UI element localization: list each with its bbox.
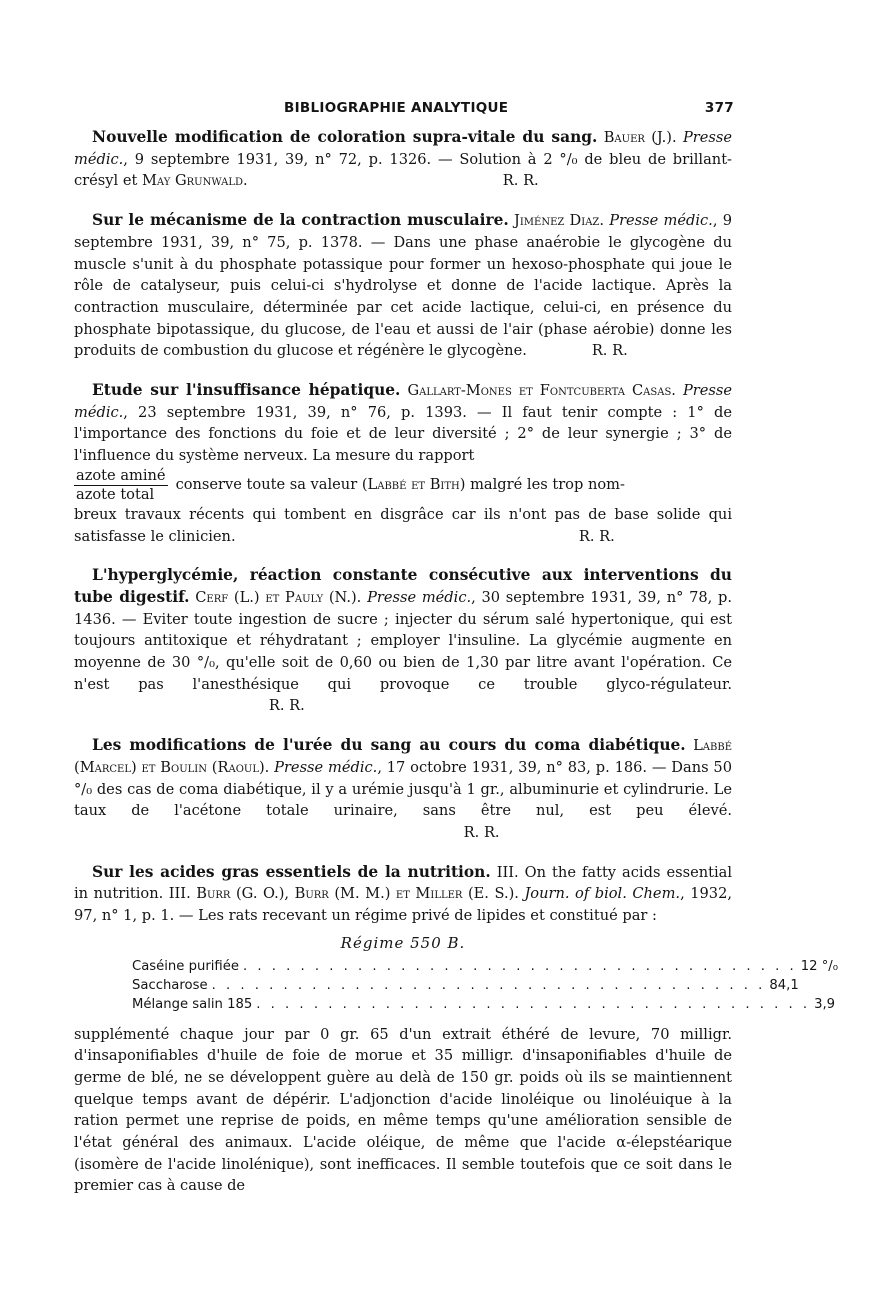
entry-authors: Jiménez Diaz.: [513, 212, 605, 230]
page-content: [74, 127, 839, 1197]
entry-journal: Presse médic.: [274, 758, 378, 776]
entry-title: Sur le mécanisme de la contraction musculaire.: [92, 211, 509, 230]
regime-rows: [132, 957, 839, 1014]
entry-reference-name: May Grunwald: [141, 172, 243, 190]
entry-coloration-supra-vitale: [74, 127, 732, 192]
entry-signature: R. R.: [591, 342, 628, 360]
entry-citation: , 9 septembre 1931, 39, n° 75, p. 1378. — Dans une phase anaérobie le glycogène du muscle s'unit à du phosphate potassique pour former un hexoso-phosphate qui joue le rôle de catalyseur, puis celui-ci s'hydrolyse et donne de l'acide lactique. Après la contraction musculaire, déterminée par cet acide lactique, celui-ci, en présence du phosphate bipotassique, du glucose, de l'eau et aussi de l'air (phase aérobie) donne les produits de combustion du glucose et régénère le glycogène.: [74, 212, 732, 360]
regime-value: 3,9: [814, 996, 836, 1012]
ratio-fraction: [74, 467, 168, 504]
entry-authors: Cerf (L.) et Pauly (N.).: [195, 588, 362, 606]
regime-row: [132, 976, 799, 995]
regime-label: Caséine purifiée: [132, 958, 239, 974]
entry-tail-text: supplémenté chaque jour par 0 gr. 65 d'un extrait éthéré de levure, 70 milligr. d'insaponifiables d'huile de foie de morue et 35 milligr. d'insaponifiables d'huile de germe de blé, ne se développent guère au delà de 150 gr. poids où ils se maintiennent quelque temps avant de dépérir. L'adjonction d'acide linoléique ou linoléuique à la ration permet une reprise de poids, en même temps qu'une amélioration sensible de l'état général des animaux. L'acide oléique, de même que l'acide α-élepstéarique (isomère de l'acide linolénique), sont inefficaces. Il semble toutefois que ce soit dans le premier cas à cause de: [74, 1025, 732, 1195]
regime-value: 84,1: [769, 977, 799, 993]
regime-title: Régime 550 B.: [340, 933, 466, 952]
entry-signature: R. R.: [463, 823, 500, 841]
entry-signature: R. R.: [268, 697, 305, 715]
ratio-denominator: azote total: [76, 485, 155, 503]
entry-citation: , 17 octobre 1931, 39, n° 83, p. 186. — Dans 50 °/₀ des cas de coma diabétique, il y a urémie jusqu'à 1 gr., albuminurie et cylindrurie. Le taux de l'acétone totale urinaire, sans être nul, est peu élevé.: [74, 758, 732, 820]
ratio-text: [176, 474, 625, 496]
entry-signature: R. R.: [578, 527, 615, 545]
leader-dots: . . . . . . . . . . . . . . . . . . . . . . . . . . . . . . . . . . . . . . .: [256, 996, 811, 1012]
entry-journal: Presse médic.: [74, 382, 733, 421]
entry-uree-coma-diabetique: [74, 735, 732, 844]
entry-title: L'hyperglycémie, réaction constante consécutive aux interventions du tube digestif.: [74, 566, 732, 606]
regime-label: Mélange salin 185: [132, 996, 253, 1012]
entry-continuation: breux travaux récents qui tombent en disgrâce car ils n'ont pas de base solide qui satisfasse le clinicien. R. R.: [74, 505, 732, 545]
ratio-text-before: conserve toute sa valeur (: [175, 476, 368, 494]
entry-title: Nouvelle modification de coloration supra-vitale du sang.: [92, 128, 598, 146]
regime-table: [74, 933, 839, 1014]
entry-journal: Journ. of biol. Chem.: [524, 885, 681, 903]
regime-row: [132, 995, 836, 1014]
entry-journal: Presse médic.: [367, 588, 472, 606]
ratio-numerator: azote aminé: [76, 466, 166, 484]
entry-insuffisance-hepatique: [74, 380, 732, 547]
entry-reference-name: Labbé et Bith: [367, 476, 460, 494]
page-number: 377: [704, 100, 734, 116]
leader-dots: . . . . . . . . . . . . . . . . . . . . . . . . . . . . . . . . . . . . . . .: [211, 977, 766, 993]
entry-authors: Bauer (J.).: [603, 129, 677, 146]
entry-journal: Presse médic.: [74, 129, 732, 168]
entry-acides-gras: [74, 862, 839, 1197]
entry-punctuation: .: [243, 172, 248, 190]
leader-dots: . . . . . . . . . . . . . . . . . . . . . . . . . . . . . . . . . . . . . . .: [242, 958, 797, 974]
entry-title: Les modifications de l'urée du sang au cours du coma diabétique.: [92, 736, 686, 755]
entry-contraction-musculaire: [74, 210, 732, 362]
entry-signature: R. R.: [502, 172, 539, 190]
entry-hyperglycemie: [74, 565, 732, 717]
entry-authors: Gallart-Mones et Fontcuberta Casas.: [407, 382, 676, 400]
entry-lead: III. On the fatty acids essential in nutrition. III.: [74, 863, 732, 903]
running-head-title: BIBLIOGRAPHIE ANALYTIQUE: [284, 100, 509, 116]
entry-authors: Burr (G. O.), Burr (M. M.) et Miller (E. S.).: [196, 885, 519, 903]
entry-title: Etude sur l'insuffisance hépatique.: [92, 381, 401, 400]
entry-authors: Labbé (Marcel) et Boulin (Raoul).: [74, 737, 733, 776]
entry-citation: , 1932, 97, n° 1, p. 1. — Les rats recevant un régime privé de lipides et constitué par :: [74, 885, 733, 925]
entry-title: Sur les acides gras essentiels de la nutrition.: [92, 862, 491, 881]
regime-value: 12 °/₀: [800, 958, 839, 974]
regime-label: Saccharose: [132, 977, 208, 993]
entry-citation: , 23 septembre 1931, 39, n° 76, p. 1393. — Il faut tenir compte : 1° de l'importance des fonctions du foie et de leur diversité ; 2° de leur synergie ; 3° de l'influence du système nerveux. La mesure du rapport: [74, 403, 732, 465]
entry-citation: , 9 septembre 1931, 39, n° 72, p. 1326. — Solution à 2 °/₀ de bleu de brillant-crésyl et: [74, 150, 732, 190]
ratio-text-after-start: ) malgré les trop nom-: [459, 476, 625, 494]
regime-row: [132, 957, 839, 976]
ratio-line: [74, 467, 732, 504]
entry-journal: Presse médic.: [609, 212, 713, 230]
entry-citation: , 30 septembre 1931, 39, n° 78, p. 1436. — Eviter toute ingestion de sucre ; injecter du sérum salé hypertonique, qui est toujours antitoxique et réhydratant ; employer l'insuline. La glycémie augmente en moyenne de 30 °/₀, qu'elle soit de 0,60 ou bien de 1,30 par litre avant l'opération. Ce n'est pas l'anesthésique qui provoque ce trouble glyco-régulateur.: [74, 588, 733, 693]
